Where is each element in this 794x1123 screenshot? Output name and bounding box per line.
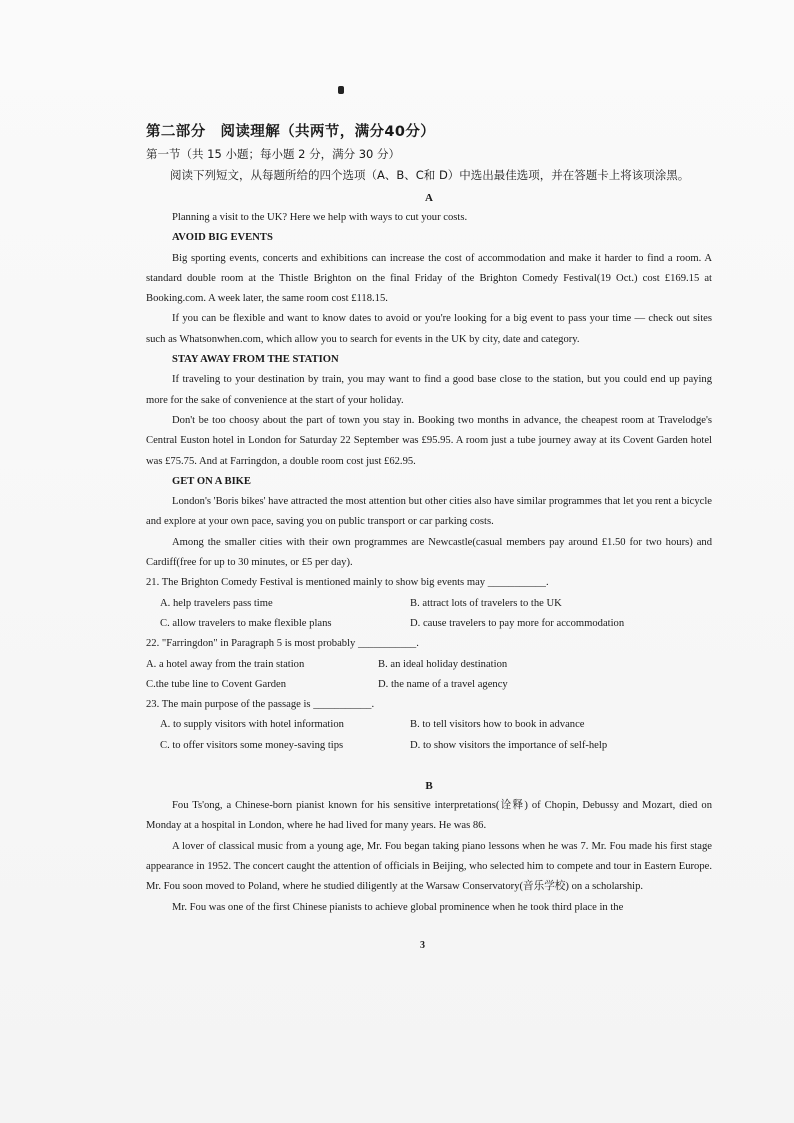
section-title: 第二部分 阅读理解（共两节，满分40分） [146,124,436,140]
passage-a-paragraph-5: London's 'Boris bikes' have attracted the most attention but other cities also have similar programmes that let you rent a bicycle and explore at your own pace, saving you on public transport or car parking costs. [146,496,712,528]
option-b: B. an ideal holiday destination [378,658,508,670]
passage-a-heading-2: STAY AWAY FROM THE STATION [172,354,339,366]
option-d: D. cause travelers to pay more for accommodation [410,617,625,629]
page-content [146,120,712,918]
passage-a-intro: Planning a visit to the UK? Here we help with ways to cut your costs. [172,212,468,223]
subsection-title: 第一节（共 15 小题；每小题 2 分，满分 30 分） [146,147,401,161]
instructions: 阅读下列短文，从每题所给的四个选项（A、B、C和 D）中选出最佳选项，并在答题卡上将该项涂黑。 [170,168,690,182]
option-a: A. help travelers pass time [160,597,273,609]
question-options [146,655,712,696]
passage-b-letter: B [425,780,433,793]
option-d: D. to show visitors the importance of self-help [410,739,608,751]
passage-a-paragraph-6: Among the smaller cities with their own programmes are Newcastle(casual members pay around £1.50 for two hours) and Cardiff(free for up to 30 minutes, or £5 per day). [146,536,712,569]
question-options [160,594,712,635]
question-21 [146,573,712,634]
passage-a-letter: A [425,192,433,204]
passage-a-paragraph-3: If traveling to your destination by train, you may want to find a good base close to the station, but you could end up paying more for the sake of convenience at the start of your holiday. [146,374,712,406]
option-b: B. to tell visitors how to book in advance [410,719,585,731]
scan-mark [338,86,344,94]
passage-a-paragraph-4: Don't be too choosy about the part of town you stay in. Booking two months in advance, the cheapest room at Travelodge's Central Euston hotel in London for Saturday 22 September was £95.95. A room just a tube journey away at its Covent Garden hotel was £75.75. And at Farringdon, a double room cost just £62.95. [146,414,712,467]
option-c: C.the tube line to Covent Garden [146,678,287,690]
passage-b-paragraph-1: Fou Ts'ong, a Chinese-born pianist known for his sensitive interpretations(诠释) of Chopin, Debussy and Mozart, died on Monday at a hospital in London, where he had lived for many years. He was 86. [146,800,712,832]
option-b: B. attract lots of travelers to the UK [410,597,562,609]
passage-a-paragraph-1: Big sporting events, concerts and exhibitions can increase the cost of accommodation and make it harder to find a room. A standard double room at the Thistle Brighton on the final Friday of the Brighton Comedy Festival(19 Oct.) cost £169.15 at Booking.com. A week later, the same room cost £118.15. [146,252,712,305]
question-stem: 22. "Farringdon" in Paragraph 5 is most probably ___________. [146,638,419,650]
page-number: 3 [420,940,425,951]
option-c: C. to offer visitors some money-saving tips [160,739,344,751]
question-stem: 21. The Brighton Comedy Festival is mentioned mainly to show big events may ___________. [146,577,549,589]
passage-b-paragraph-3: Mr. Fou was one of the first Chinese pianists to achieve global prominence when he took third place in the [172,901,624,913]
passage-a-paragraph-2: If you can be flexible and want to know dates to avoid or you're looking for a big event to pass your time — check out sites such as Whatsonwhen.com, which allow you to search for events in the UK by city, date and category. [146,313,712,345]
passage-a-heading-1: AVOID BIG EVENTS [172,232,273,244]
question-22 [146,634,712,695]
passage-b-paragraph-2: A lover of classical music from a young age, Mr. Fou began taking piano lessons when he was 7. Mr. Fou made his first stage appearance in 1952. The concert caught the attention of officials in Beijing, who selected him to compete and tour in Eastern Europe. Mr. Fou soon moved to Poland, where he studied diligently at the Warsaw Conservatory(音乐学校) on a scholarship. [146,840,712,893]
option-c: C. allow travelers to make flexible plans [160,617,332,629]
passage-a-heading-3: GET ON A BIKE [172,475,251,487]
option-a: A. to supply visitors with hotel information [160,719,344,731]
option-d: D. the name of a travel agency [378,678,508,690]
option-a: A. a hotel away from the train station [146,658,305,670]
question-stem: 23. The main purpose of the passage is ___________. [146,699,375,711]
question-options [160,715,712,756]
question-23 [146,695,712,756]
